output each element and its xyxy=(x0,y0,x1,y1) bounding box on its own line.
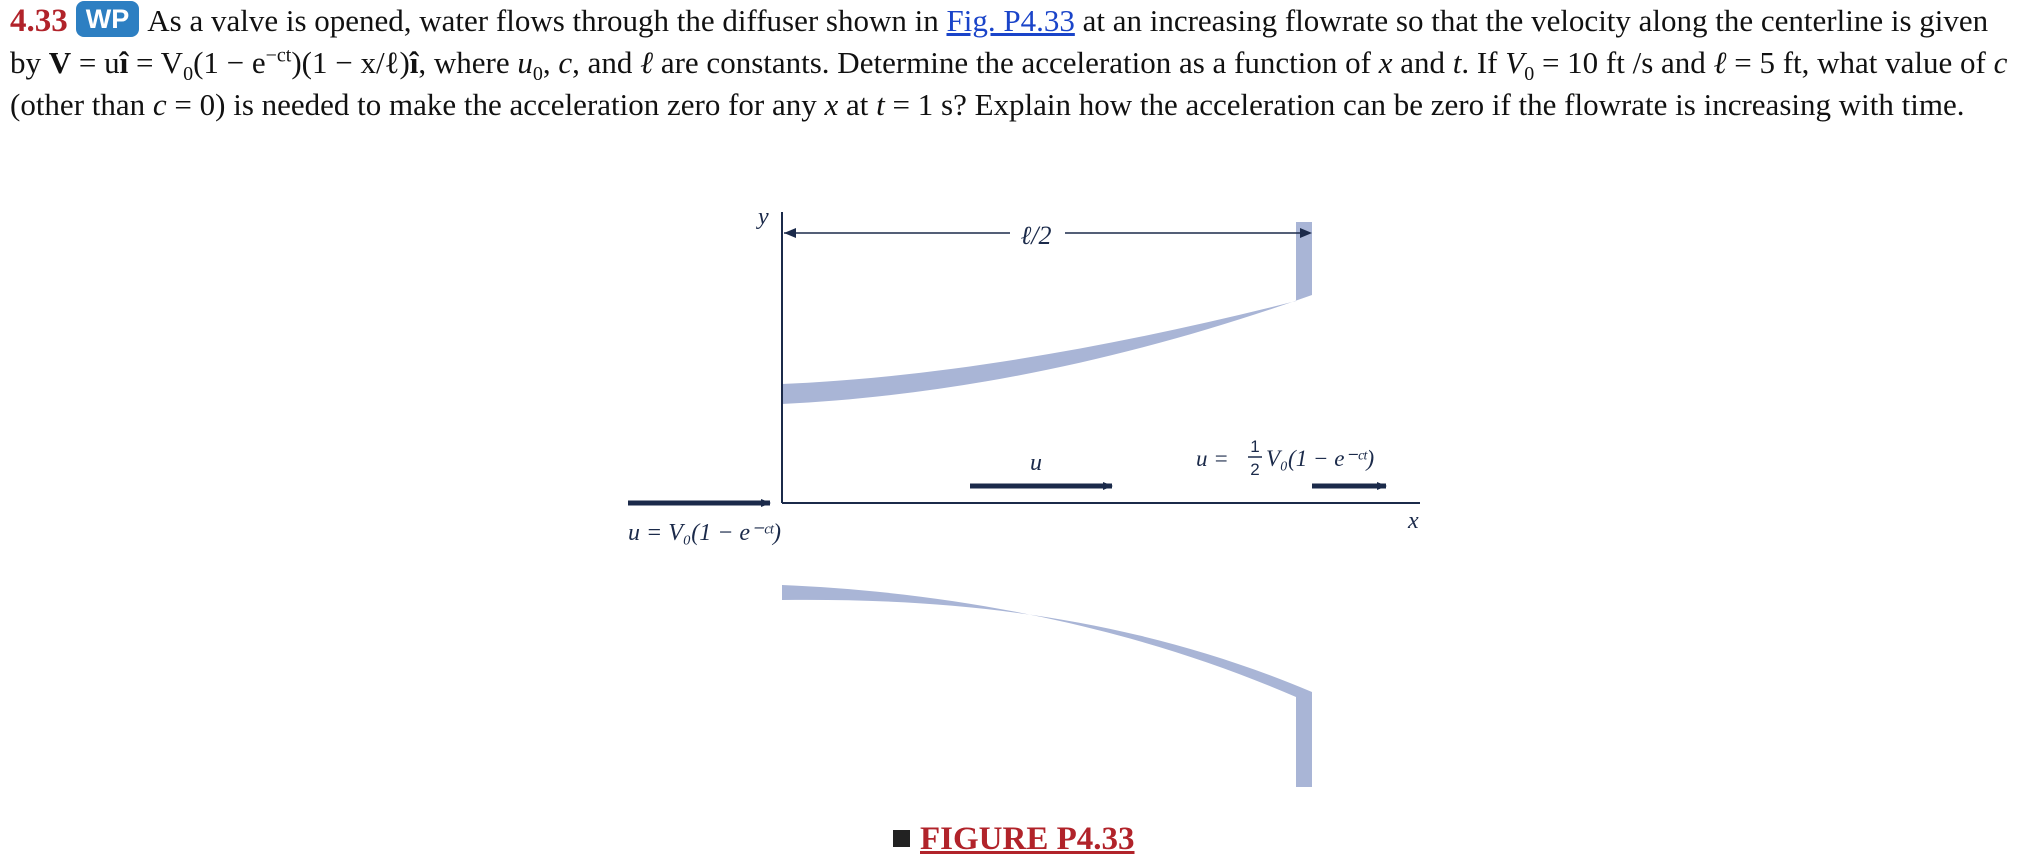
figure-link[interactable]: Fig. P4.33 xyxy=(946,3,1075,38)
sym-t: t xyxy=(1452,45,1462,80)
outlet-velocity-label-suffix: V₀(1 − e⁻ᶜᵗ) xyxy=(1266,446,1375,471)
outlet-fraction-numerator: 1 xyxy=(1250,437,1260,456)
problem-text-8: . If xyxy=(1461,45,1506,80)
problem-text-5: , and xyxy=(572,45,641,80)
lower-wall xyxy=(782,585,1312,787)
problem-text-12: = 0) is needed to make the acceleration zero for any xyxy=(166,87,825,122)
sym-x: x xyxy=(1378,45,1393,80)
eq-unit-i-2: î xyxy=(409,45,419,80)
sym-c: c xyxy=(558,45,573,80)
problem-text-11: (other than xyxy=(10,87,153,122)
sym-u0: u xyxy=(517,45,533,80)
wp-badge[interactable]: WP xyxy=(76,1,140,37)
problem-text-6: are constants. Determine the acceleration as a function of xyxy=(653,45,1379,80)
sym-ell: ℓ xyxy=(640,45,654,80)
sym-ell-2: ℓ xyxy=(1713,45,1727,80)
sym-x-2: x xyxy=(824,87,839,122)
eq-exp-close: )(1 − x/ℓ) xyxy=(291,45,410,80)
sym-v0: V xyxy=(1505,45,1525,80)
eq-vector-v: V xyxy=(48,45,72,80)
outlet-velocity-label-prefix: u = xyxy=(1196,446,1229,471)
centerline-velocity-label: u xyxy=(1030,450,1042,476)
caption-square-icon xyxy=(893,830,910,847)
figure-caption-link[interactable]: FIGURE P4.33 xyxy=(920,821,1135,857)
dimension-arrow-left xyxy=(784,228,796,238)
sym-c-2: c xyxy=(1993,45,2008,80)
problem-number: 4.33 xyxy=(10,3,68,39)
problem-text-2: at an increasing flowrate so that the velocity along the centerline is given by xyxy=(10,3,1989,80)
inlet-velocity-label: u = V₀(1 − e⁻ᶜᵗ) xyxy=(628,520,782,546)
problem-text-1: As a valve is opened, water flows through the diffuser shown in xyxy=(147,3,947,38)
y-axis-label: y xyxy=(758,204,769,230)
problem-text-4: , xyxy=(542,45,559,80)
eq-unit-i: î xyxy=(119,45,129,80)
problem-text-3: , where xyxy=(418,45,518,80)
eq-exp-open: (1 − e xyxy=(193,45,266,80)
sym-t-2: t xyxy=(876,87,885,122)
problem-text-10: = 5 ft, what value of xyxy=(1726,45,1994,80)
problem-text-9: = 10 ft /s and xyxy=(1534,45,1714,80)
sym-v0-sub: 0 xyxy=(1524,63,1535,86)
sym-c-3: c xyxy=(152,87,167,122)
problem-text-14: = 1 s? Explain how the acceleration can be zero if the flowrate is increasing with time. xyxy=(884,87,1965,122)
problem-text-7: and xyxy=(1392,45,1453,80)
eq-rhs: = V xyxy=(128,45,184,80)
sym-u0-sub: 0 xyxy=(532,63,543,86)
dimension-label: ℓ/2 xyxy=(1020,221,1052,250)
eq-mid: = u xyxy=(71,45,120,80)
eq-sub0: 0 xyxy=(183,63,194,86)
problem-text-13: at xyxy=(838,87,877,122)
x-axis-label: x xyxy=(1408,508,1419,534)
figure-caption xyxy=(893,818,1135,860)
outlet-fraction-denominator: 2 xyxy=(1250,460,1260,479)
eq-exp-sup: −ct xyxy=(265,44,292,67)
